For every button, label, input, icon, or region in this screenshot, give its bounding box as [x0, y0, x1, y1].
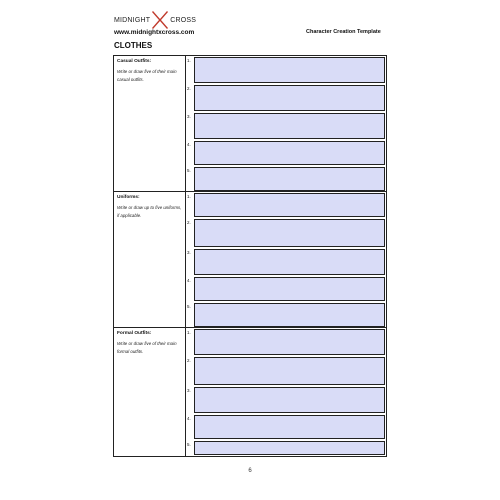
document-title: Character Creation Template: [306, 29, 381, 35]
entry-row: [186, 218, 386, 248]
entry-field[interactable]: [194, 277, 385, 301]
site-url[interactable]: www.midnightxcross.com: [114, 29, 195, 36]
section-2: [114, 192, 386, 328]
entry-row: [186, 192, 386, 218]
entry-field[interactable]: [194, 141, 385, 165]
entry-field[interactable]: [194, 249, 385, 275]
clothes-table: [113, 55, 387, 457]
entry-field[interactable]: [194, 167, 385, 191]
entry-row: [186, 56, 386, 84]
section-instructions: Write or draw five of their main formal outfits.: [117, 341, 177, 354]
section-title: Formal Outfits:: [117, 331, 152, 336]
row-number: 1.: [187, 330, 191, 335]
logo-text-right: CROSS: [170, 16, 197, 24]
section-label-cell: [114, 56, 186, 191]
entry-field[interactable]: [194, 57, 385, 83]
section-1: [114, 56, 386, 192]
section-heading: CLOTHES: [114, 41, 153, 50]
section-label-cell: [114, 328, 186, 456]
page-number: 6: [248, 468, 252, 474]
row-number: 3.: [187, 114, 191, 119]
section-title: Uniforms:: [117, 195, 140, 200]
entry-row: [186, 112, 386, 140]
entry-row: [186, 276, 386, 302]
entry-field[interactable]: [194, 329, 385, 355]
section-rows: [186, 192, 386, 327]
entry-row: [186, 386, 386, 414]
row-number: 5.: [187, 304, 191, 309]
row-number: 2.: [187, 86, 191, 91]
row-number: 5.: [187, 168, 191, 173]
entry-field[interactable]: [194, 415, 385, 439]
logo-text-left: MIDNIGHT: [114, 16, 151, 24]
row-number: 2.: [187, 358, 191, 363]
row-number: 2.: [187, 220, 191, 225]
row-number: 4.: [187, 416, 191, 421]
entry-row: [186, 248, 386, 276]
entry-row: [186, 84, 386, 112]
entry-field[interactable]: [194, 219, 385, 247]
entry-field[interactable]: [194, 387, 385, 413]
entry-field[interactable]: [194, 85, 385, 111]
row-number: 3.: [187, 250, 191, 255]
row-number: 5.: [187, 442, 191, 447]
section-title: Casual Outfits:: [117, 59, 152, 64]
row-number: 1.: [187, 194, 191, 199]
section-instructions: Write or draw five of their main casual outfits.: [117, 69, 177, 82]
section-rows: [186, 56, 386, 191]
section-3: [114, 328, 386, 456]
entry-row: [186, 166, 386, 192]
entry-field[interactable]: [194, 193, 385, 217]
logo-x-icon: [151, 10, 169, 30]
entry-row: [186, 356, 386, 386]
entry-row: [186, 140, 386, 166]
entry-field[interactable]: [194, 113, 385, 139]
entry-row: [186, 302, 386, 328]
row-number: 3.: [187, 388, 191, 393]
section-rows: [186, 328, 386, 456]
entry-row: [186, 328, 386, 356]
row-number: 4.: [187, 278, 191, 283]
entry-field[interactable]: [194, 357, 385, 385]
entry-field[interactable]: [194, 441, 385, 455]
entry-row: [186, 440, 386, 456]
section-label-cell: [114, 192, 186, 327]
row-number: 1.: [187, 58, 191, 63]
row-number: 4.: [187, 142, 191, 147]
midnightxcross-logo: [114, 10, 196, 30]
entry-field[interactable]: [194, 303, 385, 327]
section-instructions: Write or draw up to five uniforms, if applicable.: [117, 205, 182, 218]
entry-row: [186, 414, 386, 440]
